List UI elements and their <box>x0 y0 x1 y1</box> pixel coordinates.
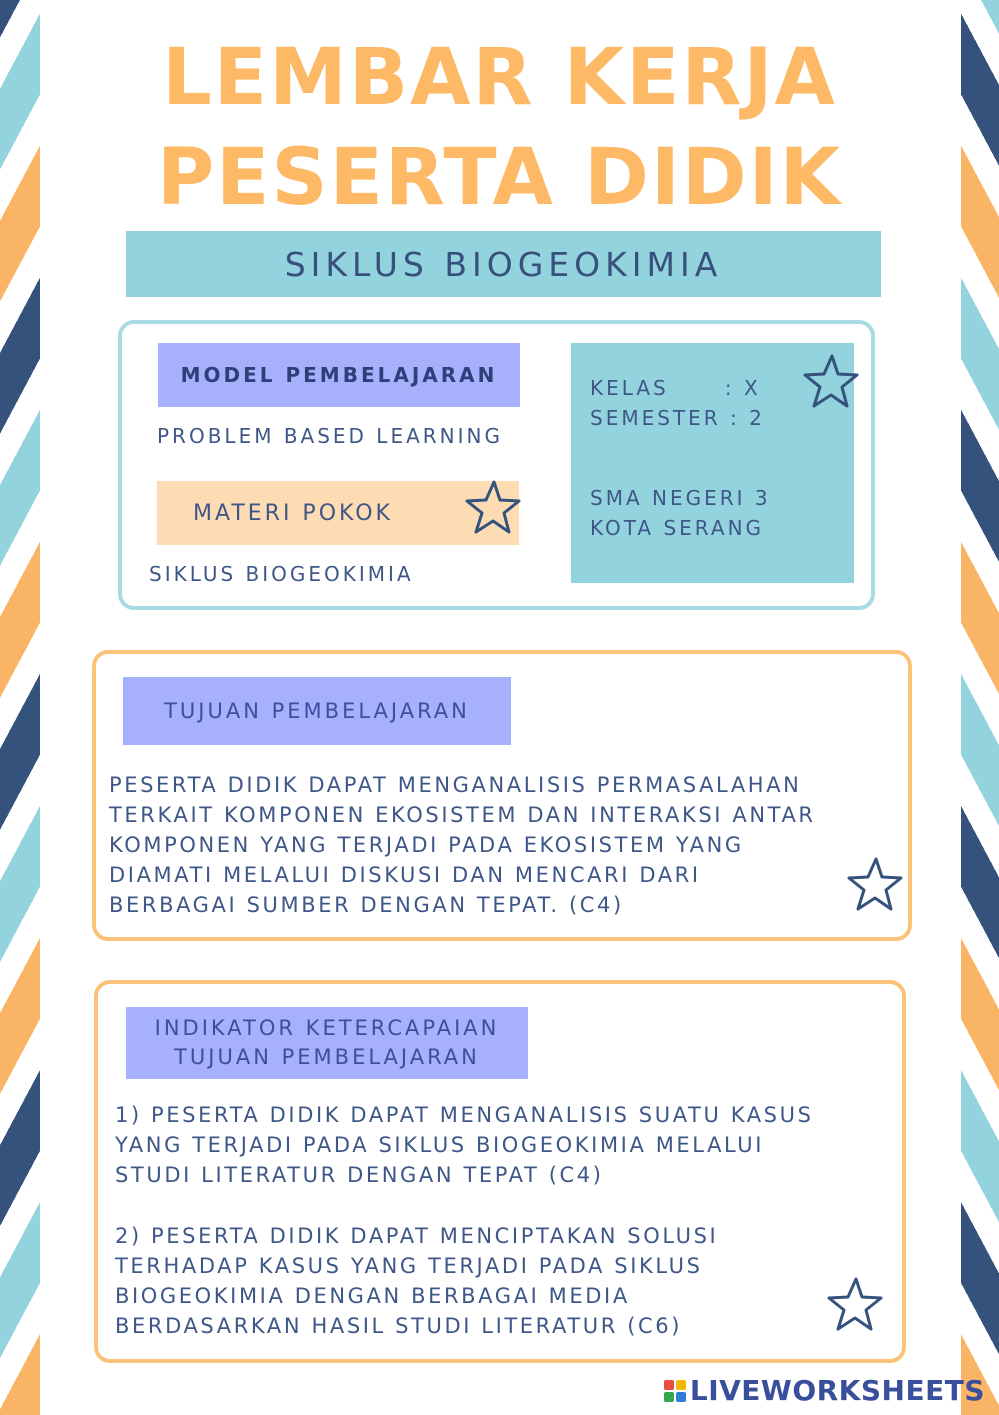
right-decorative-stripes <box>961 0 999 1415</box>
indikator-item-1: 1) PESERTA DIDIK DAPAT MENGANALISIS SUATU KASUS YANG TERJADI PADA SIKLUS BIOGEOKIMIA MELALUI STUDI LITERATUR DENGAN TEPAT (C4) <box>115 1103 814 1187</box>
page-title <box>60 28 939 228</box>
model-label: MODEL PEMBELAJARAN <box>180 363 498 387</box>
star-icon <box>844 855 904 915</box>
title-line-1: LEMBAR KERJA <box>162 33 837 123</box>
title-line-2: PESERTA DIDIK <box>156 133 843 223</box>
indikator-heading-line-2: TUJUAN PEMBELAJARAN <box>174 1045 480 1069</box>
tujuan-text: PESERTA DIDIK DAPAT MENGANALISIS PERMASALAHAN TERKAIT KOMPONEN EKOSISTEM DAN INTERAKSI ANTAR KOMPONEN YANG TERJADI PADA EKOSISTEM YANG DIAMATI MELALUI DISKUSI DAN MENCARI DARI BERBAGAI SUMBER DENGAN TEPAT. (C4) <box>109 773 816 917</box>
star-icon <box>462 478 522 538</box>
liveworksheets-logo[interactable] <box>664 1374 985 1407</box>
materi-value: SIKLUS BIOGEOKIMIA <box>149 562 414 586</box>
star-icon <box>824 1275 884 1335</box>
school-line-1: SMA NEGERI 3 <box>590 486 771 510</box>
school-line-2: KOTA SERANG <box>590 516 765 540</box>
indikator-heading-line-1: INDIKATOR KETERCAPAIAN <box>154 1016 500 1040</box>
subtitle-text: SIKLUS BIOGEOKIMIA <box>284 244 723 284</box>
indikator-heading-tag <box>126 1007 528 1079</box>
star-icon <box>800 352 860 412</box>
tujuan-heading-tag <box>123 677 511 745</box>
left-decorative-stripes <box>0 0 40 1415</box>
model-value: PROBLEM BASED LEARNING <box>157 424 503 448</box>
materi-label: MATERI POKOK <box>193 500 393 526</box>
semester-line: SEMESTER : 2 <box>590 406 765 430</box>
liveworksheets-mark-icon <box>664 1380 686 1402</box>
indikator-item-2: 2) PESERTA DIDIK DAPAT MENCIPTAKAN SOLUSI TERHADAP KASUS YANG TERJADI PADA SIKLUS BIOGEOKIMIA DENGAN BERBAGAI MEDIA BERDASARKAN HASIL STUDI LITERATUR (C6) <box>115 1224 719 1338</box>
model-label-tag <box>158 343 520 407</box>
subtitle-banner <box>126 231 881 297</box>
brand-text: LIVEWORKSHEETS <box>689 1374 985 1407</box>
kelas-line: KELAS : X <box>590 376 761 400</box>
tujuan-heading: TUJUAN PEMBELAJARAN <box>164 699 470 723</box>
